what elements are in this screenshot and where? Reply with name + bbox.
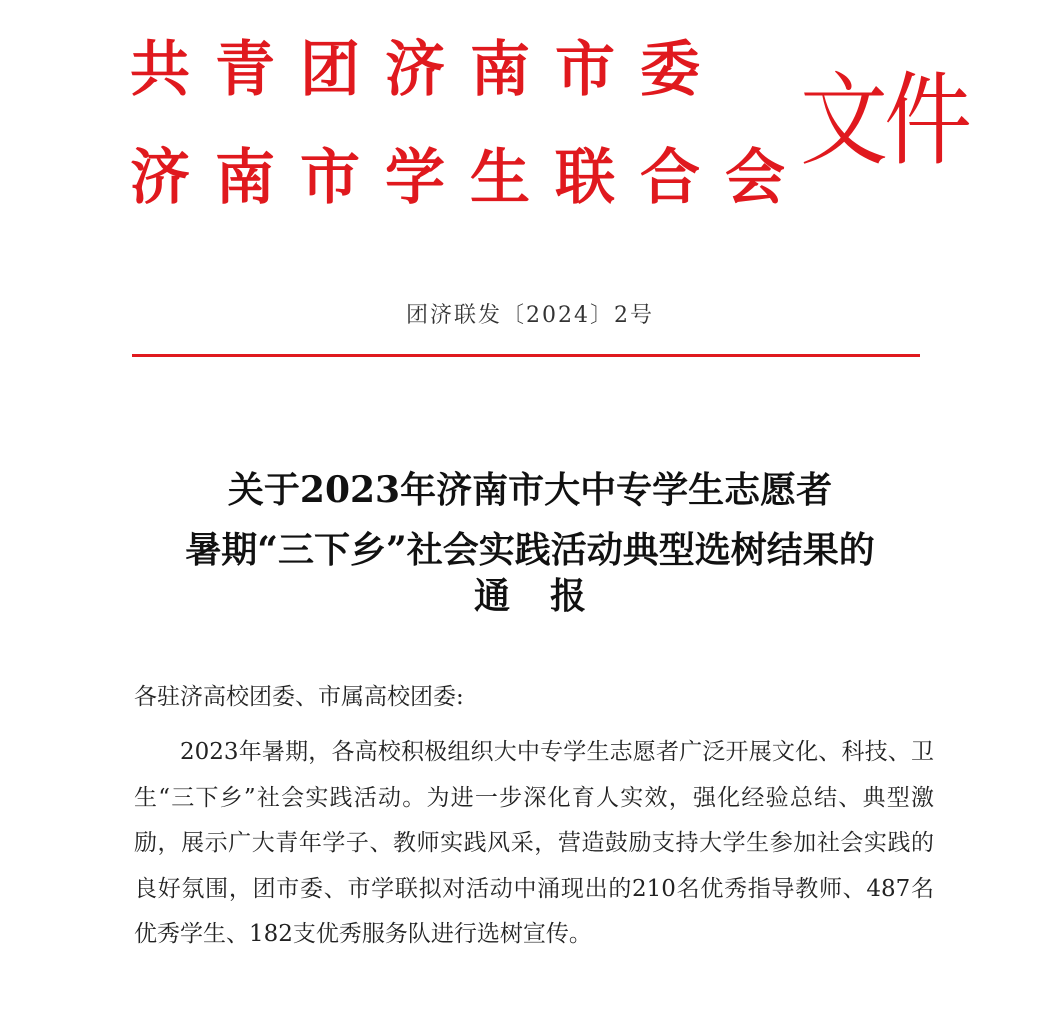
salutation: 各驻济高校团委、市属高校团委: bbox=[134, 684, 464, 710]
title-line3: 通报 bbox=[473, 575, 626, 617]
document-number: 团济联发〔2024〕2号 bbox=[406, 303, 654, 328]
body-paragraph: 2023年暑期，各高校积极组织大中专学生志愿者广泛开展文化、科技、卫生“三下乡”社会实践活动。为进一步深化育人实效，强化经验总结、典型激励，展示广大青年学子、教师实践风采，营造鼓励支持大学生参加社会实践的良好氛围，团市委、市学联拟对活动中涌现出的210名优秀指导教师、487名优秀学生、182支优秀服务队进行选树宣传。 bbox=[134, 739, 934, 947]
issuing-org-line2: 济南市学生联合会 bbox=[130, 143, 810, 213]
title-line2: 暑期“三下乡”社会实践活动典型选树结果的 bbox=[185, 529, 875, 571]
issuing-org-line1: 共青团济南市委 bbox=[130, 35, 725, 105]
document-type-label: 文件 bbox=[800, 61, 969, 180]
title-line1: 关于2023年济南市大中专学生志愿者 bbox=[227, 469, 833, 511]
red-divider-line bbox=[132, 354, 920, 357]
